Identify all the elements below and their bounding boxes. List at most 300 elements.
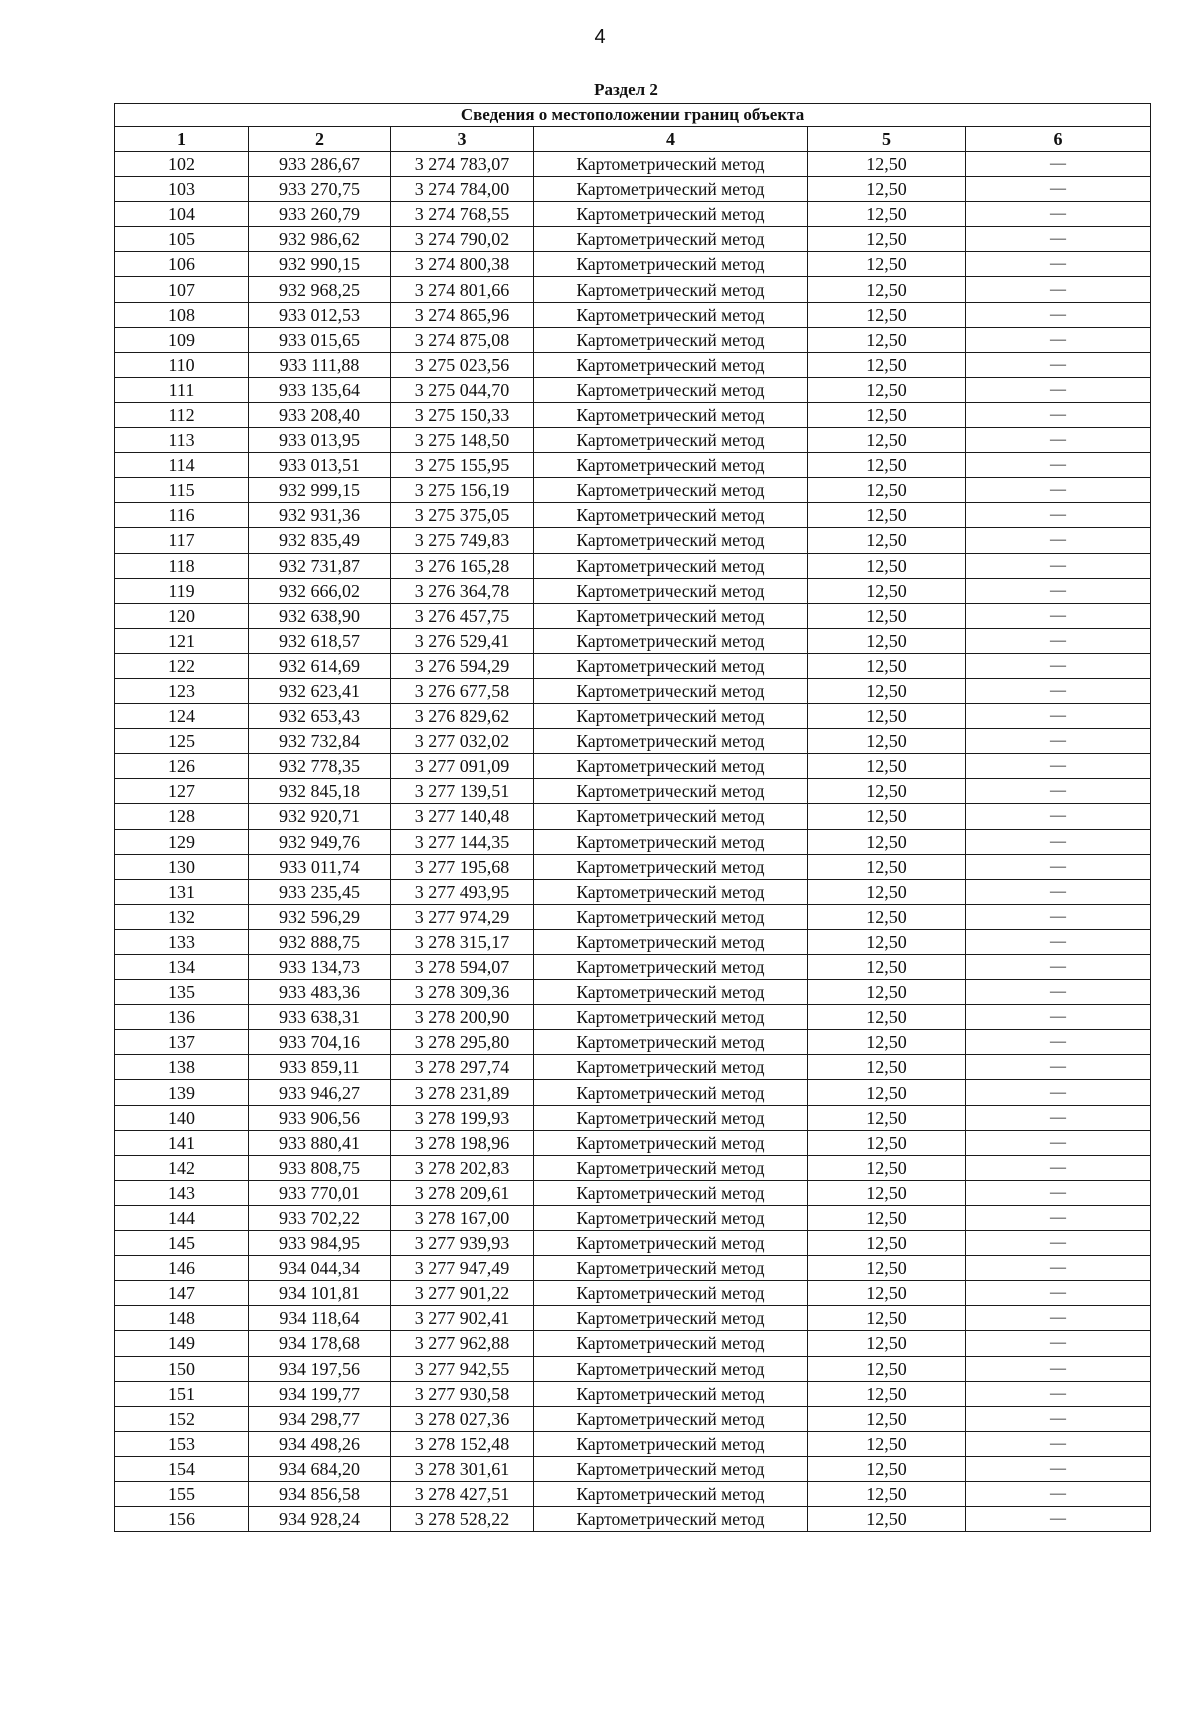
x-coordinate-cell: 932 618,57 xyxy=(249,628,391,653)
boundary-coordinates-table xyxy=(114,103,1151,1532)
y-coordinate-cell: 3 278 209,61 xyxy=(391,1180,534,1205)
table-row xyxy=(115,377,1151,402)
table-row xyxy=(115,804,1151,829)
method-cell: Картометрический метод xyxy=(534,1231,808,1256)
point-number-cell: 156 xyxy=(115,1507,249,1532)
point-number-cell: 122 xyxy=(115,653,249,678)
point-number-cell: 135 xyxy=(115,980,249,1005)
accuracy-cell: 12,50 xyxy=(808,779,966,804)
description-cell: — xyxy=(966,1130,1151,1155)
x-coordinate-cell: 932 614,69 xyxy=(249,653,391,678)
table-row xyxy=(115,1256,1151,1281)
y-coordinate-cell: 3 278 167,00 xyxy=(391,1205,534,1230)
description-cell: — xyxy=(966,1456,1151,1481)
y-coordinate-cell: 3 274 784,00 xyxy=(391,177,534,202)
description-cell: — xyxy=(966,1507,1151,1532)
table-row xyxy=(115,603,1151,628)
point-number-cell: 149 xyxy=(115,1331,249,1356)
x-coordinate-cell: 932 999,15 xyxy=(249,478,391,503)
y-coordinate-cell: 3 274 800,38 xyxy=(391,252,534,277)
point-number-cell: 109 xyxy=(115,327,249,352)
x-coordinate-cell: 933 208,40 xyxy=(249,402,391,427)
accuracy-cell: 12,50 xyxy=(808,929,966,954)
table-row xyxy=(115,528,1151,553)
accuracy-cell: 12,50 xyxy=(808,704,966,729)
method-cell: Картометрический метод xyxy=(534,854,808,879)
method-cell: Картометрический метод xyxy=(534,779,808,804)
y-coordinate-cell: 3 277 901,22 xyxy=(391,1281,534,1306)
table-row xyxy=(115,578,1151,603)
accuracy-cell: 12,50 xyxy=(808,277,966,302)
y-coordinate-cell: 3 277 974,29 xyxy=(391,904,534,929)
point-number-cell: 102 xyxy=(115,152,249,177)
y-coordinate-cell: 3 274 875,08 xyxy=(391,327,534,352)
y-coordinate-cell: 3 278 309,36 xyxy=(391,980,534,1005)
y-coordinate-cell: 3 274 865,96 xyxy=(391,302,534,327)
method-cell: Картометрический метод xyxy=(534,980,808,1005)
x-coordinate-cell: 933 808,75 xyxy=(249,1155,391,1180)
table-row xyxy=(115,503,1151,528)
description-cell: — xyxy=(966,327,1151,352)
description-cell: — xyxy=(966,804,1151,829)
x-coordinate-cell: 932 835,49 xyxy=(249,528,391,553)
x-coordinate-cell: 932 990,15 xyxy=(249,252,391,277)
point-number-cell: 138 xyxy=(115,1055,249,1080)
point-number-cell: 154 xyxy=(115,1456,249,1481)
method-cell: Картометрический метод xyxy=(534,177,808,202)
accuracy-cell: 12,50 xyxy=(808,453,966,478)
point-number-cell: 131 xyxy=(115,879,249,904)
method-cell: Картометрический метод xyxy=(534,904,808,929)
point-number-cell: 141 xyxy=(115,1130,249,1155)
x-coordinate-cell: 933 483,36 xyxy=(249,980,391,1005)
method-cell: Картометрический метод xyxy=(534,754,808,779)
point-number-cell: 130 xyxy=(115,854,249,879)
x-coordinate-cell: 932 968,25 xyxy=(249,277,391,302)
table-row xyxy=(115,1055,1151,1080)
method-cell: Картометрический метод xyxy=(534,528,808,553)
y-coordinate-cell: 3 274 790,02 xyxy=(391,227,534,252)
table-row xyxy=(115,227,1151,252)
method-cell: Картометрический метод xyxy=(534,829,808,854)
accuracy-cell: 12,50 xyxy=(808,327,966,352)
point-number-cell: 144 xyxy=(115,1205,249,1230)
method-cell: Картометрический метод xyxy=(534,302,808,327)
method-cell: Картометрический метод xyxy=(534,1205,808,1230)
description-cell: — xyxy=(966,955,1151,980)
accuracy-cell: 12,50 xyxy=(808,177,966,202)
column-number-4: 4 xyxy=(534,127,808,152)
table-row xyxy=(115,1306,1151,1331)
method-cell: Картометрический метод xyxy=(534,1055,808,1080)
accuracy-cell: 12,50 xyxy=(808,553,966,578)
x-coordinate-cell: 934 044,34 xyxy=(249,1256,391,1281)
method-cell: Картометрический метод xyxy=(534,553,808,578)
y-coordinate-cell: 3 278 200,90 xyxy=(391,1005,534,1030)
description-cell: — xyxy=(966,1406,1151,1431)
x-coordinate-cell: 933 880,41 xyxy=(249,1130,391,1155)
x-coordinate-cell: 933 702,22 xyxy=(249,1205,391,1230)
accuracy-cell: 12,50 xyxy=(808,1256,966,1281)
y-coordinate-cell: 3 278 198,96 xyxy=(391,1130,534,1155)
description-cell: — xyxy=(966,904,1151,929)
point-number-cell: 155 xyxy=(115,1481,249,1506)
method-cell: Картометрический метод xyxy=(534,955,808,980)
method-cell: Картометрический метод xyxy=(534,678,808,703)
description-cell: — xyxy=(966,1381,1151,1406)
description-cell: — xyxy=(966,578,1151,603)
method-cell: Картометрический метод xyxy=(534,453,808,478)
accuracy-cell: 12,50 xyxy=(808,528,966,553)
y-coordinate-cell: 3 278 297,74 xyxy=(391,1055,534,1080)
y-coordinate-cell: 3 277 195,68 xyxy=(391,854,534,879)
accuracy-cell: 12,50 xyxy=(808,1381,966,1406)
y-coordinate-cell: 3 276 594,29 xyxy=(391,653,534,678)
x-coordinate-cell: 932 638,90 xyxy=(249,603,391,628)
table-row xyxy=(115,779,1151,804)
x-coordinate-cell: 933 134,73 xyxy=(249,955,391,980)
table-row xyxy=(115,1331,1151,1356)
method-cell: Картометрический метод xyxy=(534,704,808,729)
x-coordinate-cell: 933 013,95 xyxy=(249,428,391,453)
y-coordinate-cell: 3 276 457,75 xyxy=(391,603,534,628)
table-row xyxy=(115,628,1151,653)
table-row xyxy=(115,904,1151,929)
point-number-cell: 119 xyxy=(115,578,249,603)
x-coordinate-cell: 933 011,74 xyxy=(249,854,391,879)
description-cell: — xyxy=(966,929,1151,954)
x-coordinate-cell: 934 178,68 xyxy=(249,1331,391,1356)
method-cell: Картометрический метод xyxy=(534,352,808,377)
method-cell: Картометрический метод xyxy=(534,1381,808,1406)
accuracy-cell: 12,50 xyxy=(808,653,966,678)
table-row xyxy=(115,1456,1151,1481)
method-cell: Картометрический метод xyxy=(534,402,808,427)
y-coordinate-cell: 3 275 375,05 xyxy=(391,503,534,528)
method-cell: Картометрический метод xyxy=(534,1080,808,1105)
accuracy-cell: 12,50 xyxy=(808,904,966,929)
point-number-cell: 142 xyxy=(115,1155,249,1180)
table-row xyxy=(115,955,1151,980)
section-title: Раздел 2 xyxy=(594,80,658,99)
description-cell: — xyxy=(966,202,1151,227)
table-row xyxy=(115,1507,1151,1532)
accuracy-cell: 12,50 xyxy=(808,1030,966,1055)
accuracy-cell: 12,50 xyxy=(808,1080,966,1105)
description-cell: — xyxy=(966,678,1151,703)
table-row xyxy=(115,1030,1151,1055)
x-coordinate-cell: 932 920,71 xyxy=(249,804,391,829)
description-cell: — xyxy=(966,1030,1151,1055)
table-row xyxy=(115,1080,1151,1105)
method-cell: Картометрический метод xyxy=(534,1155,808,1180)
method-cell: Картометрический метод xyxy=(534,1256,808,1281)
description-cell: — xyxy=(966,1155,1151,1180)
accuracy-cell: 12,50 xyxy=(808,352,966,377)
point-number-cell: 148 xyxy=(115,1306,249,1331)
table-row xyxy=(115,202,1151,227)
x-coordinate-cell: 934 928,24 xyxy=(249,1507,391,1532)
point-number-cell: 134 xyxy=(115,955,249,980)
y-coordinate-cell: 3 277 091,09 xyxy=(391,754,534,779)
point-number-cell: 143 xyxy=(115,1180,249,1205)
x-coordinate-cell: 933 906,56 xyxy=(249,1105,391,1130)
description-cell: — xyxy=(966,177,1151,202)
point-number-cell: 129 xyxy=(115,829,249,854)
description-cell: — xyxy=(966,402,1151,427)
accuracy-cell: 12,50 xyxy=(808,1281,966,1306)
y-coordinate-cell: 3 277 032,02 xyxy=(391,729,534,754)
accuracy-cell: 12,50 xyxy=(808,578,966,603)
table-row xyxy=(115,653,1151,678)
table-row xyxy=(115,277,1151,302)
accuracy-cell: 12,50 xyxy=(808,729,966,754)
accuracy-cell: 12,50 xyxy=(808,955,966,980)
y-coordinate-cell: 3 278 427,51 xyxy=(391,1481,534,1506)
accuracy-cell: 12,50 xyxy=(808,1180,966,1205)
point-number-cell: 104 xyxy=(115,202,249,227)
description-cell: — xyxy=(966,1080,1151,1105)
x-coordinate-cell: 934 684,20 xyxy=(249,1456,391,1481)
y-coordinate-cell: 3 276 677,58 xyxy=(391,678,534,703)
y-coordinate-cell: 3 275 155,95 xyxy=(391,453,534,478)
table-row xyxy=(115,428,1151,453)
table-row xyxy=(115,152,1151,177)
table-row xyxy=(115,1105,1151,1130)
column-number-6: 6 xyxy=(966,127,1151,152)
description-cell: — xyxy=(966,503,1151,528)
accuracy-cell: 12,50 xyxy=(808,754,966,779)
x-coordinate-cell: 933 770,01 xyxy=(249,1180,391,1205)
y-coordinate-cell: 3 278 594,07 xyxy=(391,955,534,980)
x-coordinate-cell: 934 101,81 xyxy=(249,1281,391,1306)
point-number-cell: 106 xyxy=(115,252,249,277)
method-cell: Картометрический метод xyxy=(534,227,808,252)
table-row xyxy=(115,478,1151,503)
point-number-cell: 150 xyxy=(115,1356,249,1381)
point-number-cell: 147 xyxy=(115,1281,249,1306)
method-cell: Картометрический метод xyxy=(534,578,808,603)
point-number-cell: 113 xyxy=(115,428,249,453)
point-number-cell: 114 xyxy=(115,453,249,478)
method-cell: Картометрический метод xyxy=(534,1507,808,1532)
table-row xyxy=(115,879,1151,904)
x-coordinate-cell: 933 984,95 xyxy=(249,1231,391,1256)
method-cell: Картометрический метод xyxy=(534,1306,808,1331)
x-coordinate-cell: 934 199,77 xyxy=(249,1381,391,1406)
accuracy-cell: 12,50 xyxy=(808,879,966,904)
y-coordinate-cell: 3 278 231,89 xyxy=(391,1080,534,1105)
y-coordinate-cell: 3 274 783,07 xyxy=(391,152,534,177)
x-coordinate-cell: 933 286,67 xyxy=(249,152,391,177)
point-number-cell: 108 xyxy=(115,302,249,327)
y-coordinate-cell: 3 278 528,22 xyxy=(391,1507,534,1532)
description-cell: — xyxy=(966,302,1151,327)
y-coordinate-cell: 3 277 140,48 xyxy=(391,804,534,829)
method-cell: Картометрический метод xyxy=(534,478,808,503)
table-row xyxy=(115,1205,1151,1230)
y-coordinate-cell: 3 277 962,88 xyxy=(391,1331,534,1356)
accuracy-cell: 12,50 xyxy=(808,503,966,528)
y-coordinate-cell: 3 278 315,17 xyxy=(391,929,534,954)
description-cell: — xyxy=(966,1356,1151,1381)
x-coordinate-cell: 932 931,36 xyxy=(249,503,391,528)
point-number-cell: 110 xyxy=(115,352,249,377)
table-row xyxy=(115,1481,1151,1506)
accuracy-cell: 12,50 xyxy=(808,678,966,703)
y-coordinate-cell: 3 277 902,41 xyxy=(391,1306,534,1331)
point-number-cell: 116 xyxy=(115,503,249,528)
method-cell: Картометрический метод xyxy=(534,1005,808,1030)
description-cell: — xyxy=(966,854,1151,879)
table-row xyxy=(115,1130,1151,1155)
description-cell: — xyxy=(966,980,1151,1005)
method-cell: Картометрический метод xyxy=(534,804,808,829)
y-coordinate-cell: 3 277 144,35 xyxy=(391,829,534,854)
column-number-1: 1 xyxy=(115,127,249,152)
method-cell: Картометрический метод xyxy=(534,1456,808,1481)
description-cell: — xyxy=(966,252,1151,277)
column-number-3: 3 xyxy=(391,127,534,152)
point-number-cell: 145 xyxy=(115,1231,249,1256)
point-number-cell: 107 xyxy=(115,277,249,302)
method-cell: Картометрический метод xyxy=(534,628,808,653)
table-caption: Сведения о местоположении границ объекта xyxy=(115,104,1151,127)
accuracy-cell: 12,50 xyxy=(808,1331,966,1356)
accuracy-cell: 12,50 xyxy=(808,603,966,628)
point-number-cell: 124 xyxy=(115,704,249,729)
method-cell: Картометрический метод xyxy=(534,1356,808,1381)
description-cell: — xyxy=(966,352,1151,377)
table-row xyxy=(115,1180,1151,1205)
description-cell: — xyxy=(966,553,1151,578)
method-cell: Картометрический метод xyxy=(534,152,808,177)
x-coordinate-cell: 932 666,02 xyxy=(249,578,391,603)
description-cell: — xyxy=(966,1005,1151,1030)
y-coordinate-cell: 3 277 939,93 xyxy=(391,1231,534,1256)
x-coordinate-cell: 933 111,88 xyxy=(249,352,391,377)
point-number-cell: 152 xyxy=(115,1406,249,1431)
y-coordinate-cell: 3 277 930,58 xyxy=(391,1381,534,1406)
description-cell: — xyxy=(966,528,1151,553)
description-cell: — xyxy=(966,603,1151,628)
point-number-cell: 139 xyxy=(115,1080,249,1105)
table-row xyxy=(115,1381,1151,1406)
x-coordinate-cell: 933 012,53 xyxy=(249,302,391,327)
table-row xyxy=(115,1431,1151,1456)
accuracy-cell: 12,50 xyxy=(808,152,966,177)
accuracy-cell: 12,50 xyxy=(808,1406,966,1431)
accuracy-cell: 12,50 xyxy=(808,428,966,453)
method-cell: Картометрический метод xyxy=(534,277,808,302)
method-cell: Картометрический метод xyxy=(534,377,808,402)
description-cell: — xyxy=(966,1205,1151,1230)
point-number-cell: 117 xyxy=(115,528,249,553)
y-coordinate-cell: 3 277 139,51 xyxy=(391,779,534,804)
x-coordinate-cell: 932 986,62 xyxy=(249,227,391,252)
table-row xyxy=(115,678,1151,703)
method-cell: Картометрический метод xyxy=(534,252,808,277)
point-number-cell: 136 xyxy=(115,1005,249,1030)
method-cell: Картометрический метод xyxy=(534,327,808,352)
description-cell: — xyxy=(966,1055,1151,1080)
point-number-cell: 123 xyxy=(115,678,249,703)
x-coordinate-cell: 934 197,56 xyxy=(249,1356,391,1381)
point-number-cell: 132 xyxy=(115,904,249,929)
table-row xyxy=(115,252,1151,277)
x-coordinate-cell: 933 704,16 xyxy=(249,1030,391,1055)
page-number: 4 xyxy=(594,26,606,48)
point-number-cell: 125 xyxy=(115,729,249,754)
description-cell: — xyxy=(966,779,1151,804)
point-number-cell: 151 xyxy=(115,1381,249,1406)
point-number-cell: 121 xyxy=(115,628,249,653)
table-header xyxy=(115,104,1151,152)
x-coordinate-cell: 933 270,75 xyxy=(249,177,391,202)
x-coordinate-cell: 933 013,51 xyxy=(249,453,391,478)
point-number-cell: 111 xyxy=(115,377,249,402)
x-coordinate-cell: 932 732,84 xyxy=(249,729,391,754)
x-coordinate-cell: 934 118,64 xyxy=(249,1306,391,1331)
method-cell: Картометрический метод xyxy=(534,428,808,453)
point-number-cell: 118 xyxy=(115,553,249,578)
description-cell: — xyxy=(966,377,1151,402)
description-cell: — xyxy=(966,428,1151,453)
method-cell: Картометрический метод xyxy=(534,729,808,754)
accuracy-cell: 12,50 xyxy=(808,1431,966,1456)
method-cell: Картометрический метод xyxy=(534,503,808,528)
y-coordinate-cell: 3 277 942,55 xyxy=(391,1356,534,1381)
table-row xyxy=(115,327,1151,352)
accuracy-cell: 12,50 xyxy=(808,1155,966,1180)
point-number-cell: 112 xyxy=(115,402,249,427)
y-coordinate-cell: 3 278 027,36 xyxy=(391,1406,534,1431)
point-number-cell: 115 xyxy=(115,478,249,503)
point-number-cell: 153 xyxy=(115,1431,249,1456)
table-row xyxy=(115,1406,1151,1431)
column-number-row xyxy=(115,127,1151,152)
point-number-cell: 120 xyxy=(115,603,249,628)
table-row xyxy=(115,177,1151,202)
point-number-cell: 146 xyxy=(115,1256,249,1281)
table-row xyxy=(115,729,1151,754)
y-coordinate-cell: 3 278 202,83 xyxy=(391,1155,534,1180)
description-cell: — xyxy=(966,628,1151,653)
description-cell: — xyxy=(966,152,1151,177)
method-cell: Картометрический метод xyxy=(534,1130,808,1155)
table-row xyxy=(115,980,1151,1005)
x-coordinate-cell: 932 596,29 xyxy=(249,904,391,929)
method-cell: Картометрический метод xyxy=(534,879,808,904)
description-cell: — xyxy=(966,478,1151,503)
point-number-cell: 103 xyxy=(115,177,249,202)
table-row xyxy=(115,1005,1151,1030)
table-row xyxy=(115,929,1151,954)
x-coordinate-cell: 932 888,75 xyxy=(249,929,391,954)
accuracy-cell: 12,50 xyxy=(808,252,966,277)
y-coordinate-cell: 3 278 152,48 xyxy=(391,1431,534,1456)
method-cell: Картометрический метод xyxy=(534,603,808,628)
x-coordinate-cell: 934 498,26 xyxy=(249,1431,391,1456)
x-coordinate-cell: 933 859,11 xyxy=(249,1055,391,1080)
table-row xyxy=(115,754,1151,779)
description-cell: — xyxy=(966,1331,1151,1356)
description-cell: — xyxy=(966,1306,1151,1331)
accuracy-cell: 12,50 xyxy=(808,1507,966,1532)
point-number-cell: 140 xyxy=(115,1105,249,1130)
method-cell: Картометрический метод xyxy=(534,1406,808,1431)
table-row xyxy=(115,854,1151,879)
